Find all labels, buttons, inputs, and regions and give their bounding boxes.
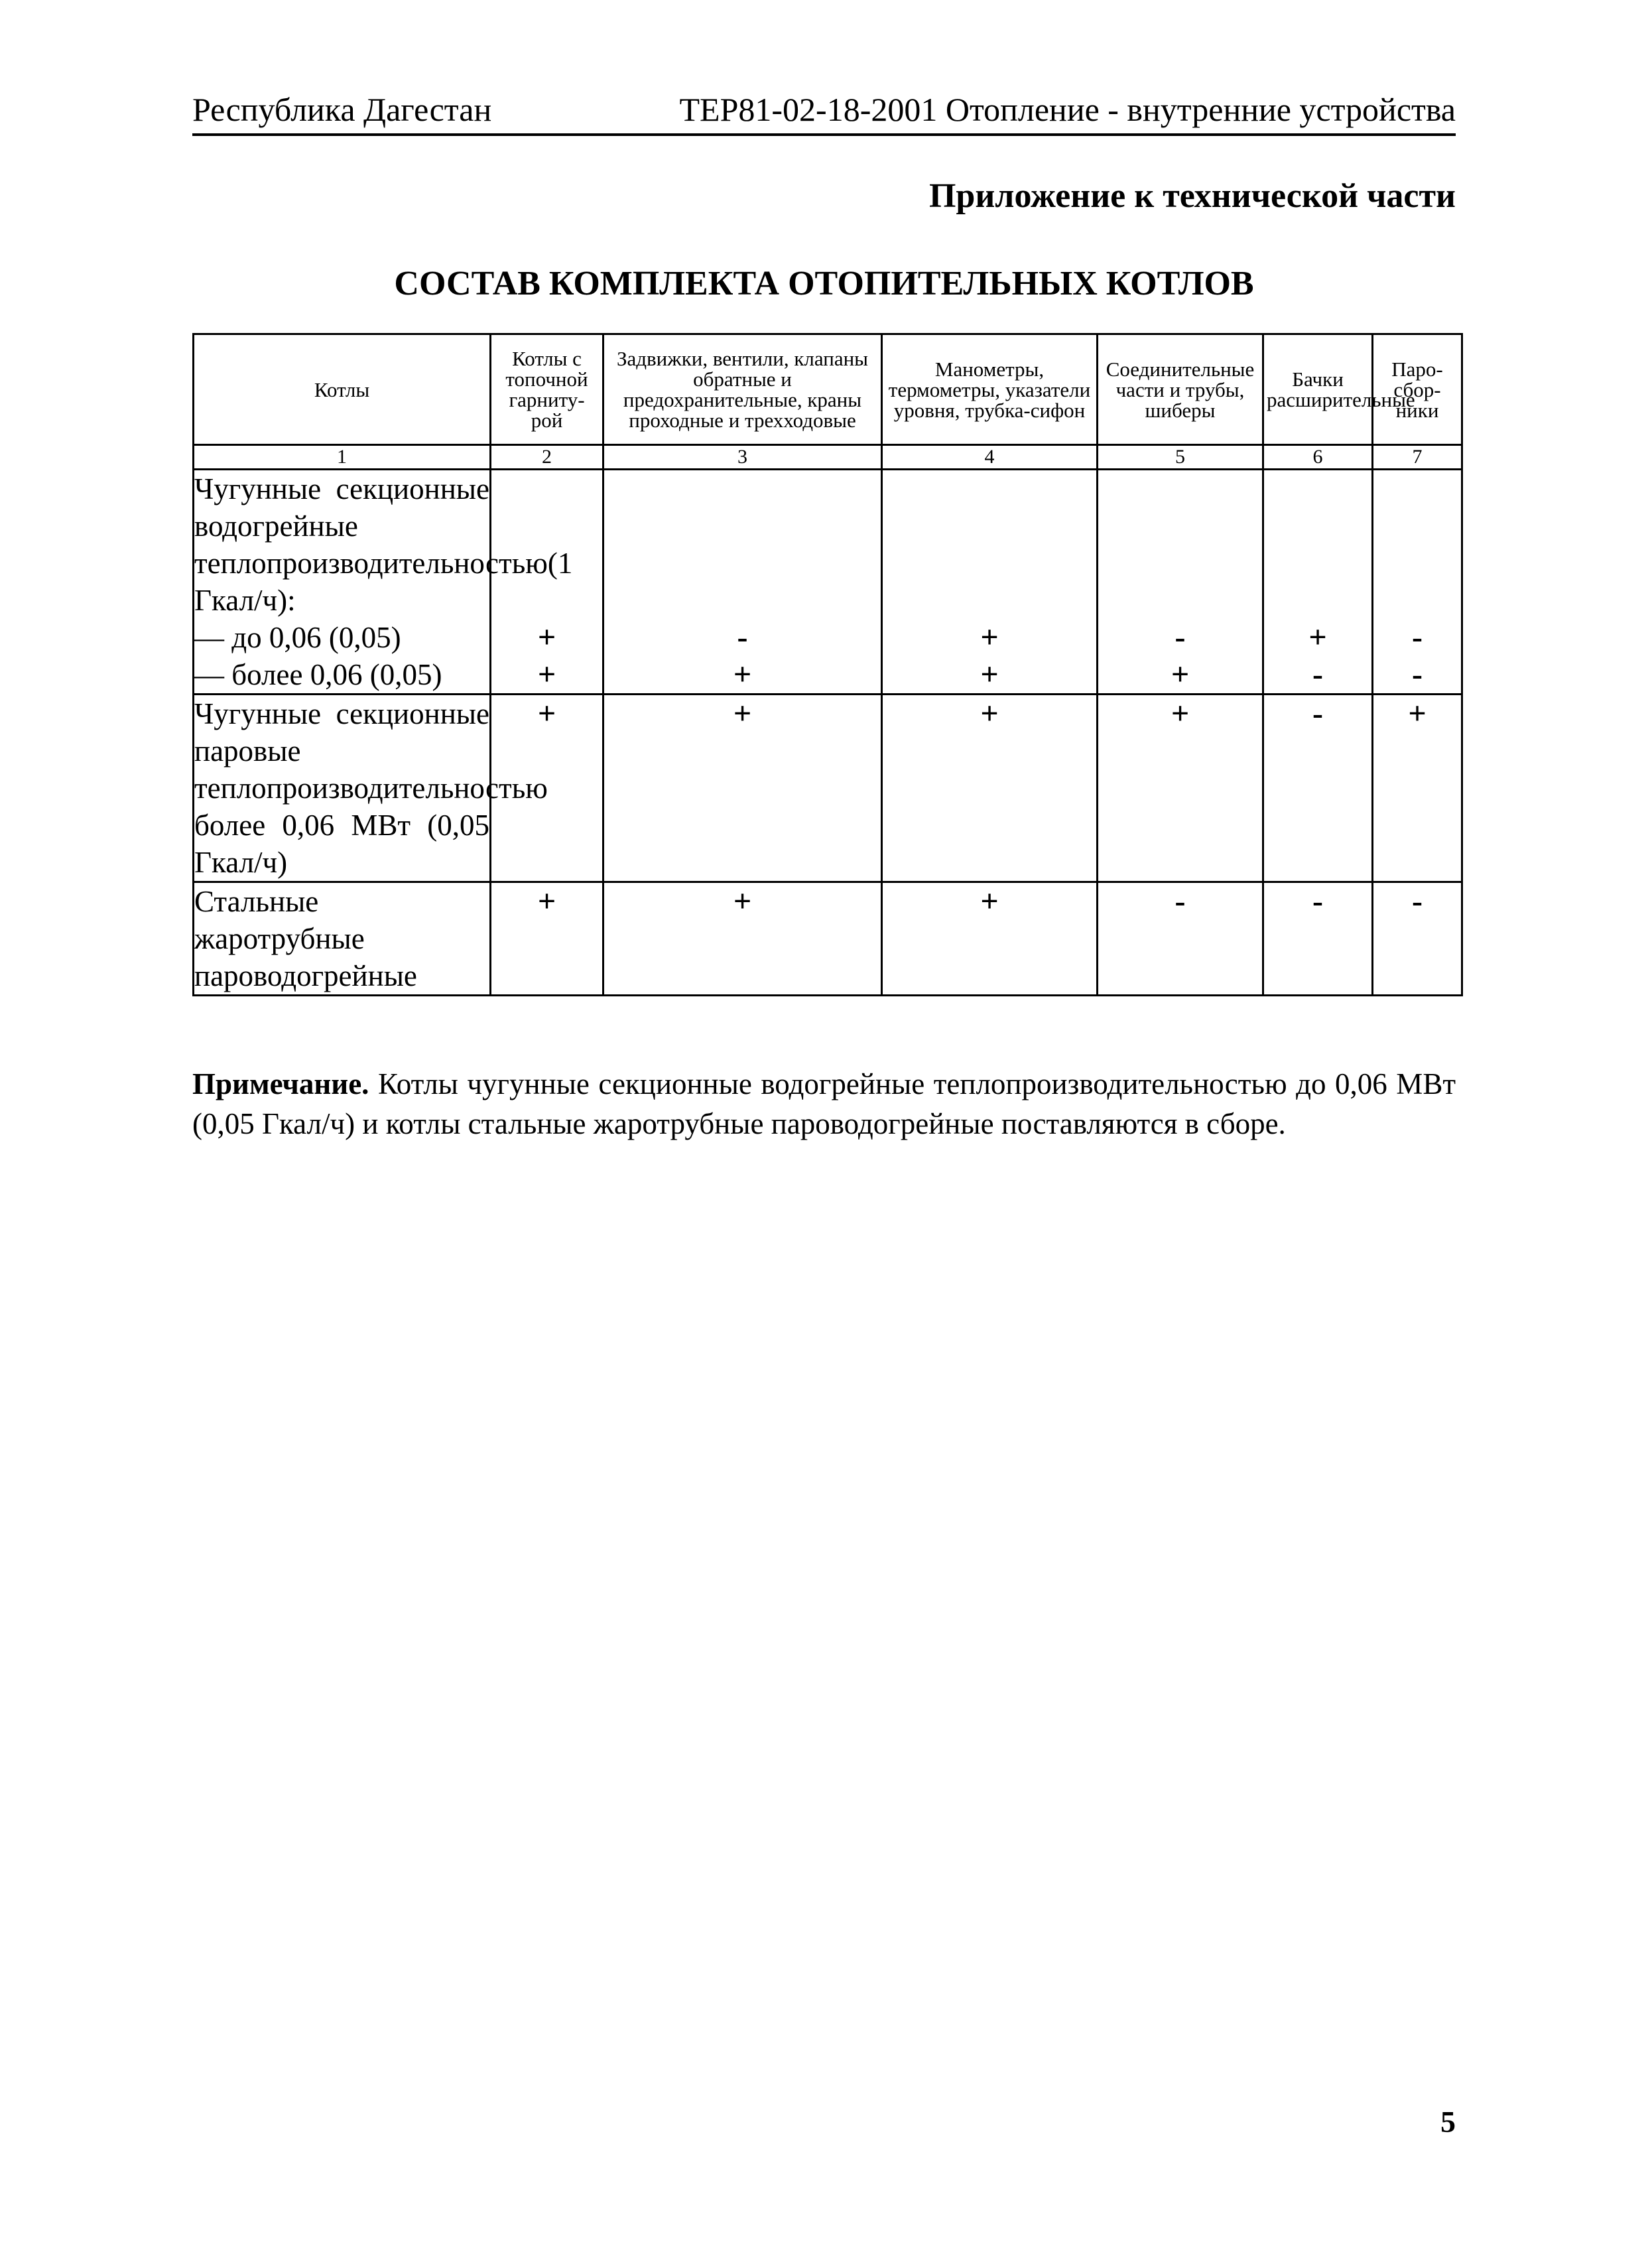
cell-mark: + [537, 657, 556, 692]
table-cell: - [1263, 882, 1373, 996]
cell-mark: + [537, 620, 556, 655]
table-number-row [194, 445, 1462, 470]
col-number: 1 [194, 445, 491, 470]
col-number: 2 [491, 445, 604, 470]
cell-mark: + [1308, 620, 1327, 655]
cell-mark: + [980, 620, 999, 655]
row-label-cast-iron-steam: Чугунные секционные паровые теплопроизводительностью более 0,06 МВт (0,05 Гкал/ч) [194, 695, 491, 882]
table-cell: + [1098, 695, 1263, 882]
header-doc-title: ТЕР81-02-18-2001 Отопление - внутренние устройства [679, 91, 1456, 128]
col-header-valves: Задвижки, вентили, клапаны обратные и предохранительные, краны проходные и трехходовые [604, 334, 882, 445]
table-cell [1373, 470, 1462, 695]
row-label-cast-iron-water [194, 470, 573, 695]
col-number: 5 [1098, 445, 1263, 470]
table-cell [1263, 470, 1373, 695]
table-cell: + [604, 882, 882, 996]
cell-mark: - [737, 620, 748, 655]
table-row [194, 695, 1462, 882]
cell-mark: + [980, 657, 999, 692]
table-cell [1098, 470, 1263, 695]
row-label-steel-firetube: Стальные жаротрубные пароводогрейные [194, 882, 491, 996]
table-header-row [194, 334, 1462, 445]
row-label: Чугунные секционные водогрейные теплопроизводительностью(1 Гкал/ч): [194, 472, 573, 617]
table-cell [604, 470, 882, 695]
table-cell: - [1373, 882, 1462, 996]
page-number: 5 [1440, 2105, 1456, 2139]
header-region: Республика Дагестан [192, 91, 492, 128]
cell-mark: - [1412, 620, 1423, 655]
col-number: 3 [604, 445, 882, 470]
table-cell: + [882, 882, 1098, 996]
boiler-kit-table [192, 333, 1463, 996]
col-header-firebox: Котлы с топочной гарниту-рой [491, 334, 604, 445]
col-header-tanks: Бачки расширительные [1263, 334, 1373, 445]
table-cell: + [882, 695, 1098, 882]
note-text: Котлы чугунные секционные водогрейные теплопроизводительностью до 0,06 МВт (0,05 Гкал/ч) и котлы стальные жаротрубные пароводогрейные поставляются в сборе. [192, 1067, 1456, 1140]
table-cell: - [1263, 695, 1373, 882]
cell-mark: - [1312, 657, 1323, 692]
note-paragraph [192, 1064, 1456, 1144]
cell-mark: - [1175, 620, 1186, 655]
table-cell: + [491, 695, 604, 882]
col-header-boilers: Котлы [194, 334, 491, 445]
table-cell: + [1373, 695, 1462, 882]
table-row [194, 882, 1462, 996]
table-cell: + [604, 695, 882, 882]
cell-mark: + [1171, 657, 1190, 692]
sub-row-label: — более 0,06 (0,05) [194, 658, 442, 691]
header-rule [192, 133, 1456, 136]
table-cell [491, 470, 604, 695]
col-number: 7 [1373, 445, 1462, 470]
col-number: 4 [882, 445, 1098, 470]
appendix-label: Приложение к технической части [928, 177, 1456, 215]
sub-row-label: — до 0,06 (0,05) [194, 621, 401, 654]
table-cell: + [491, 882, 604, 996]
col-number: 6 [1263, 445, 1373, 470]
cell-mark: + [733, 657, 752, 692]
table-cell: - [1098, 882, 1263, 996]
col-header-gauges: Манометры, термометры, указатели уровня, трубка-сифон [882, 334, 1098, 445]
cell-mark: - [1412, 657, 1423, 692]
page-title: СОСТАВ КОМПЛЕКТА ОТОПИТЕЛЬНЫХ КОТЛОВ [394, 265, 1254, 302]
note-label: Примечание. [192, 1067, 369, 1100]
col-header-steam-collectors: Паро-сбор-ники [1373, 334, 1462, 445]
table-cell [882, 470, 1098, 695]
table-row [194, 470, 1462, 695]
col-header-fittings: Соединительные части и трубы, шиберы [1098, 334, 1263, 445]
